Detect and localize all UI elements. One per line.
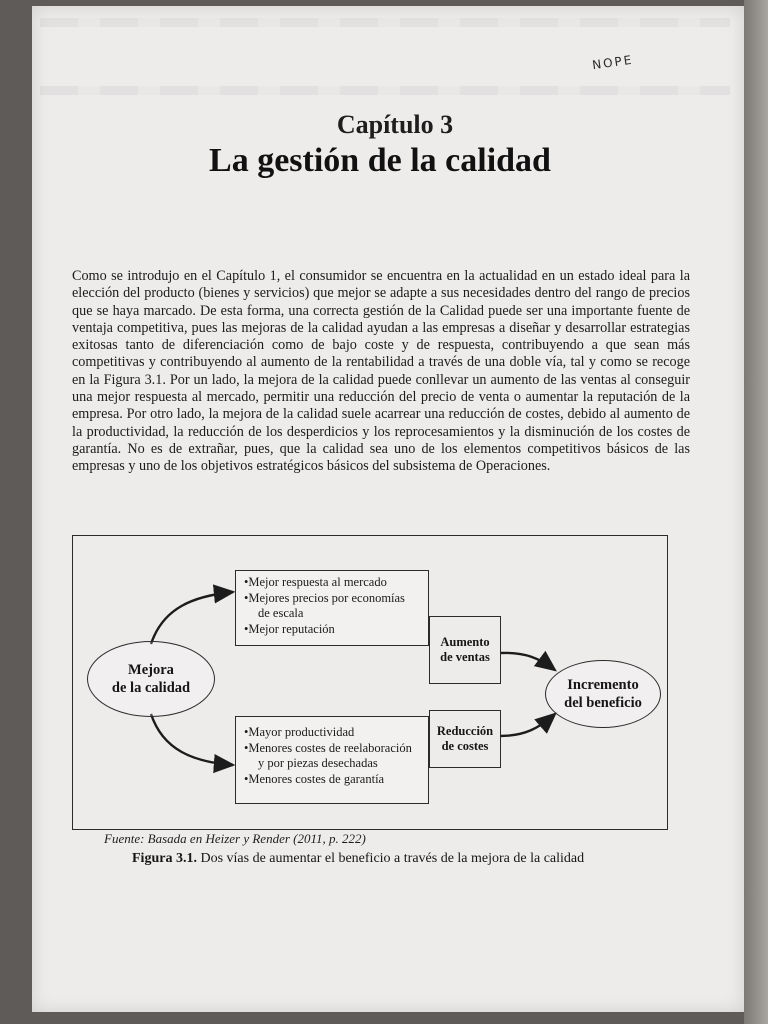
sales-benefit-item: •Mejor respuesta al mercado bbox=[244, 575, 387, 589]
chapter-title: La gestión de la calidad bbox=[209, 142, 551, 179]
arrow-to-cost-box bbox=[151, 714, 233, 765]
sales-increase-box bbox=[429, 616, 501, 684]
chapter-label: Capítulo 3 bbox=[336, 110, 454, 139]
sales-benefits-box bbox=[235, 570, 429, 646]
ellipse-line: Incremento bbox=[567, 677, 639, 693]
figure-source: Fuente: Basada en Heizer y Render (2011, p. 222) bbox=[104, 831, 366, 846]
cost-reduction-box bbox=[429, 710, 501, 768]
sales-increase-line: Aumento bbox=[440, 635, 490, 649]
ellipse-line: de la calidad bbox=[111, 680, 191, 696]
cost-benefits-box bbox=[235, 716, 429, 804]
figure-caption bbox=[132, 851, 584, 867]
quality-improvement-ellipse bbox=[87, 641, 215, 717]
cost-benefit-item: y por piezas desechadas bbox=[258, 756, 378, 770]
arrow-cost-to-result bbox=[500, 714, 555, 736]
bleed-through-line bbox=[40, 18, 730, 27]
cost-benefit-item: •Menores costes de reelaboración bbox=[244, 740, 412, 755]
arrow-to-sales-box bbox=[151, 592, 233, 644]
profit-increase-ellipse bbox=[545, 660, 661, 728]
sales-benefit-item: •Mejores precios por economías bbox=[244, 590, 405, 605]
sales-benefit-item: de escala bbox=[258, 606, 304, 620]
arrow-sales-to-result bbox=[500, 653, 555, 670]
ellipse-line: Mejora bbox=[128, 662, 174, 678]
sales-benefit-item: •Mejor reputación bbox=[244, 621, 335, 636]
body-paragraph: Como se introdujo en el Capítulo 1, el consumidor se encuentra en la actualidad en un estado ideal para la elección del producto (bienes y servicios) que mejor se adapte a sus necesidades dentro del rango de precios que se haya marcado. De esta forma, una correcta gestión de la Calidad puede ser una importante fuente de ventaja competitiva, pues las mejoras de la calidad ayudan a las empresas a diseñar y desarrollar estrategias exitosas tanto de diferenciación como de bajo coste y de respuesta, contribuyendo a que sean más competitivas y contribuyendo al aumento de la rentabilidad a través de una doble vía, tal y como se recoge en la Figura 3.1. Por un lado, la mejora de la calidad puede conllevar un aumento de las ventas al conseguir una mejor respuesta al mercado, permitir una reducción del precio de venta o aumentar la reputación de la empresa. Por otro lado, la mejora de la calidad suele acarrear una reducción de costes, debido al aumento de la productividad, la reducción de los desperdicios y los reprocesamientos y la disminución de los costes de garantía. No es de extrañar, pues, que la calidad sea uno de los elementos competitivos básicos de las empresas y uno de los objetivos estratégicos básicos del subsistema de Operaciones. bbox=[72, 268, 690, 475]
ellipse-line: del beneficio bbox=[564, 695, 642, 711]
cost-benefit-item: •Menores costes de garantía bbox=[244, 771, 385, 786]
cost-benefit-item: •Mayor productividad bbox=[244, 725, 355, 739]
sales-increase-line: de ventas bbox=[440, 650, 490, 664]
cost-reduction-line: de costes bbox=[441, 739, 489, 753]
bleed-through-line bbox=[40, 86, 730, 95]
caption-number: Figura 3.1. bbox=[132, 851, 197, 866]
figure-3-1 bbox=[72, 535, 668, 830]
caption-text: Dos vías de aumentar el beneficio a través de la mejora de la calidad bbox=[200, 851, 585, 866]
cost-reduction-line: Reducción bbox=[436, 724, 494, 738]
scan-edge bbox=[744, 0, 768, 1024]
handwritten-note: NOPE bbox=[591, 52, 635, 73]
